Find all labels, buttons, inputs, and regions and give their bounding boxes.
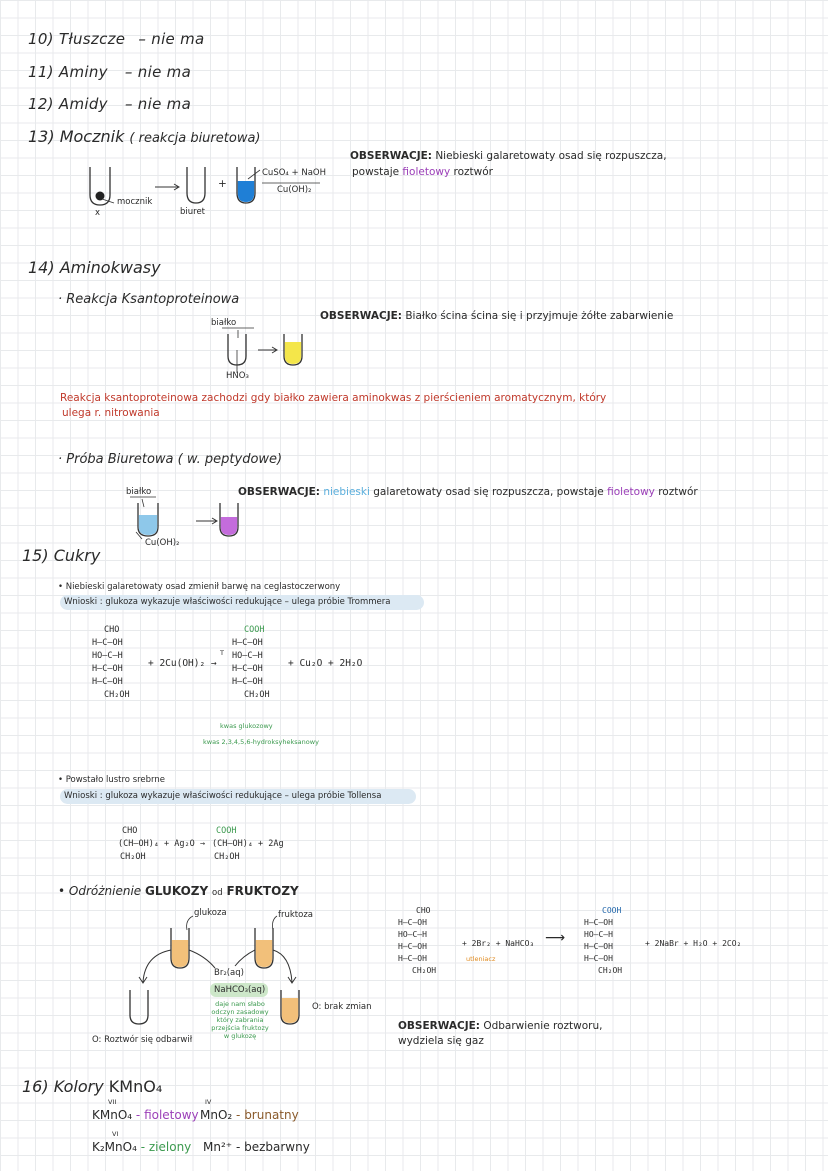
bromine-products: + 2NaBr + H₂O + 2CO₂ <box>645 939 742 948</box>
mocznik-label: mocznik <box>117 197 153 207</box>
oxidizer-note: utleniacz <box>466 955 496 963</box>
k2mno4-ox-state: VI <box>112 1130 119 1138</box>
mno2-color: MnO₂ - brunatny <box>200 1108 299 1122</box>
trommer-reagents: + 2Cu(OH)₂ → <box>148 658 217 669</box>
glucose-formula-1: CHO H–C–OH HO–C–H H–C–OH H–C–OH CH₂OH <box>92 625 130 700</box>
fructose-result: O: brak zmian <box>312 1002 372 1012</box>
tollens-products: COOH (CH–OH)₄ + 2Ag CH₂OH <box>212 826 284 862</box>
nahco3-label: NaHCO₃(aq) <box>214 985 266 995</box>
bromine-water-label: Br₂(aq) <box>214 968 244 978</box>
gluconic-acid-name: kwas glukozowy <box>220 722 273 730</box>
mno2-ox-state: IV <box>205 1098 212 1106</box>
gluconic-acid-formula: COOH H–C–OH HO–C–H H–C–OH H–C–OH CH₂OH <box>232 625 270 700</box>
heading-12: 12) Amidy – nie ma <box>28 95 192 113</box>
glucose-label: glukoza <box>194 908 227 918</box>
glucose-result: O: Roztwór się odbarwił <box>92 1035 193 1045</box>
heading-10: 10) Tłuszcze – nie ma <box>28 30 205 48</box>
plus-sign: + <box>218 178 227 190</box>
nahco3-note: daje nam słabo odczyn zasadowy który zabrania przejścia fruktozy w glukozę <box>211 1000 269 1040</box>
trommer-heat-mark: T <box>220 649 224 657</box>
mocznik-reaction-diagram <box>80 165 410 225</box>
kmno4-ox-state: VII <box>108 1098 117 1106</box>
bullet-proba-biuretowa: · Próba Biuretowa ( w. peptydowe) <box>58 452 283 467</box>
biuretowa-observation: OBSERWACJE: niebieski galaretowaty osad się rozpuszcza, powstaje fioletowy roztwór <box>238 486 698 498</box>
purple-solution <box>221 517 237 535</box>
trommer-observation: • Niebieski galaretowaty osad zmienił barwę na ceglastoczerwony <box>58 582 341 592</box>
trommer-conclusion: Wnioski : glukoza wykazuje właściwości redukujące – ulega próbie Trommera <box>64 597 391 607</box>
heading-15: 15) Cukry <box>22 546 101 565</box>
bromine-observation-2: wydziela się gaz <box>398 1035 484 1047</box>
heading-13: 13) Mocznik ( reakcja biuretowa) <box>28 127 261 146</box>
ksanto-note-line2: ulega r. nitrowania <box>62 407 160 419</box>
trommer-products: + Cu₂O + 2H₂O <box>288 658 363 669</box>
bromine-arrow: ⟶ <box>545 930 566 946</box>
fructose-label: fruktoza <box>278 910 314 920</box>
mocznik-observation-2: powstaje fioletowy roztwór <box>352 166 493 178</box>
heading-11: 11) Aminy – nie ma <box>28 63 192 81</box>
tollens-equation: CHO (CH–OH)₄ + Ag₂O → CH₂OH <box>118 826 205 862</box>
mn2-color: Mn²⁺ - bezbarwny <box>203 1140 310 1154</box>
ksanto-observation: OBSERWACJE: Białko ścina ścina się i przyjmuje żółte zabarwienie <box>320 310 674 322</box>
heading-14: 14) Aminokwasy <box>28 258 161 277</box>
bromine-observation: OBSERWACJE: Odbarwienie roztworu, <box>398 1020 603 1032</box>
yellow-solution <box>285 342 301 364</box>
test-tube-2 <box>187 167 205 203</box>
gluconic-acid-iupac: kwas 2,3,4,5,6-hydroksyheksanowy <box>203 738 319 746</box>
tollens-conclusion: Wnioski : glukoza wykazuje właściwości redukujące – ulega próbie Tollensa <box>64 791 382 801</box>
hno3-label: HNO₃ <box>226 371 249 381</box>
tollens-observation: • Powstało lustro srebrne <box>58 775 166 785</box>
ksanto-note-line1: Reakcja ksantoproteinowa zachodzi gdy białko zawiera aminokwas z pierścieniem aromatycznym, który <box>60 392 607 404</box>
cuoh2-label: Cu(OH)₂ <box>145 538 180 548</box>
mocznik-x-mark: x <box>95 208 101 218</box>
bromine-reagents: + 2Br₂ + NaHCO₃ <box>462 939 535 948</box>
bialko-label-1: białko <box>211 318 237 328</box>
mocznik-observation: OBSERWACJE: Niebieski galaretowaty osad się rozpuszcza, <box>350 150 667 162</box>
reagent-top: CuSO₄ + NaOH <box>262 168 326 178</box>
glucose-fructose-heading: • Odróżnienie GLUKOZY od FRUKTOZY <box>58 884 299 898</box>
kmno4-color: KMnO₄ - fioletowy <box>92 1108 199 1122</box>
gluconic-acid-formula-2: COOH H–C–OH HO–C–H H–C–OH H–C–OH CH₂OH <box>584 906 623 975</box>
bialko-label-2: białko <box>126 487 152 497</box>
heading-16: 16) Kolory KMnO₄ <box>22 1077 163 1096</box>
reagent-bottom: Cu(OH)₂ <box>277 185 312 195</box>
glucose-formula-3: CHO H–C–OH HO–C–H H–C–OH H–C–OH CH₂OH <box>398 906 437 975</box>
result-tube-left <box>130 990 148 1024</box>
bullet-ksantoproteinowa: · Reakcja Ksantoproteinowa <box>58 292 240 307</box>
biuret-label: biuret <box>180 207 206 217</box>
k2mno4-color: K₂MnO₄ - zielony <box>92 1140 192 1154</box>
